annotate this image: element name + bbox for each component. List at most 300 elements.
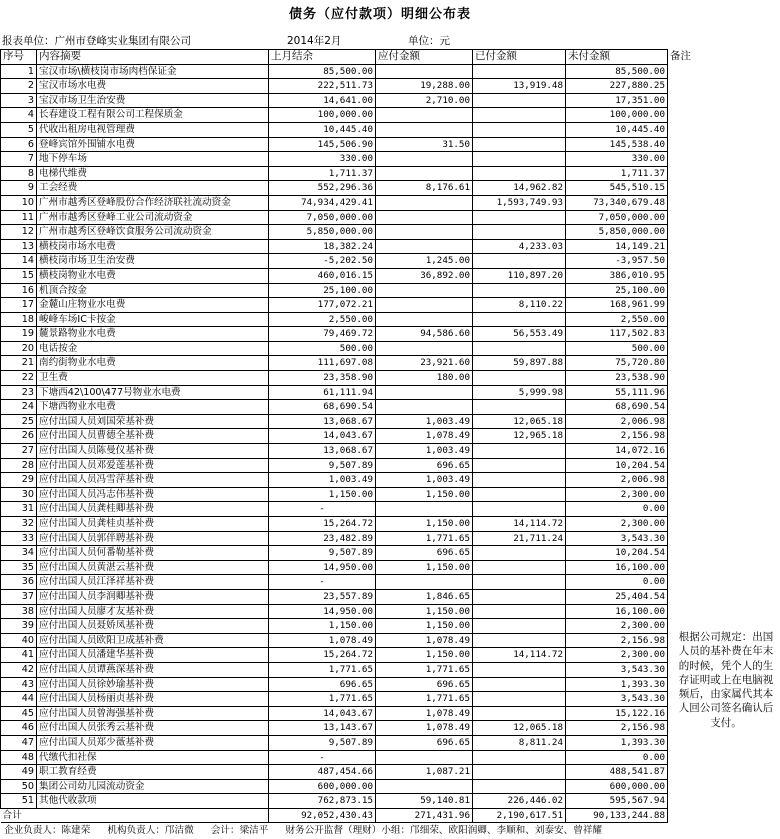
page-title: 债务（应付款项）明细公布表 — [288, 7, 471, 22]
row-note — [668, 312, 780, 327]
row-amount-due: 696.65 — [376, 735, 473, 750]
row-note — [668, 385, 780, 400]
table-row — [1, 341, 780, 356]
row-seq: 22 — [1, 371, 37, 386]
table-row — [1, 64, 780, 79]
row-seq: 14 — [1, 254, 37, 269]
row-amount-due: 1,771.65 — [376, 662, 473, 677]
row-amount-unpaid: 2,156.98 — [566, 721, 668, 736]
row-note — [668, 546, 780, 561]
total-row — [1, 808, 780, 823]
row-prev-balance: -5,202.50 — [269, 254, 376, 269]
row-amount-paid — [473, 546, 566, 561]
row-seq: 12 — [1, 225, 37, 240]
row-amount-unpaid: 7,050,000.00 — [566, 210, 668, 225]
table-row — [1, 779, 780, 794]
row-seq: 21 — [1, 356, 37, 371]
row-note — [668, 414, 780, 429]
table-row — [1, 414, 780, 429]
row-amount-due — [376, 575, 473, 590]
row-note — [668, 166, 780, 181]
table-row — [1, 692, 780, 707]
row-prev-balance: - — [269, 575, 376, 590]
row-amount-paid: 14,114.72 — [473, 648, 566, 663]
row-amount-paid: 5,999.98 — [473, 385, 566, 400]
row-amount-paid: 14,962.82 — [473, 181, 566, 196]
row-seq: 37 — [1, 589, 37, 604]
row-amount-paid: 226,446.02 — [473, 794, 566, 809]
row-seq: 50 — [1, 779, 37, 794]
row-amount-paid — [473, 633, 566, 648]
row-amount-paid: 12,965.18 — [473, 429, 566, 444]
row-note — [668, 195, 780, 210]
row-prev-balance: 14,043.67 — [269, 429, 376, 444]
row-amount-paid — [473, 662, 566, 677]
row-note — [668, 341, 780, 356]
row-amount-due: 1,150.00 — [376, 604, 473, 619]
row-amount-unpaid: 168,961.99 — [566, 298, 668, 313]
row-prev-balance: 100,000.00 — [269, 108, 376, 123]
row-seq: 3 — [1, 93, 37, 108]
row-note — [668, 210, 780, 225]
row-seq: 36 — [1, 575, 37, 590]
row-desc: 登峰宾馆外围铺水电费 — [37, 137, 269, 152]
row-desc: 其他代收款项 — [37, 794, 269, 809]
row-seq: 34 — [1, 546, 37, 561]
row-seq: 8 — [1, 166, 37, 181]
row-prev-balance: 5,850,000.00 — [269, 225, 376, 240]
row-amount-due: 1,150.00 — [376, 648, 473, 663]
row-desc: 职工教育经费 — [37, 765, 269, 780]
row-seq: 25 — [1, 414, 37, 429]
row-note — [668, 794, 780, 809]
row-amount-unpaid: 15,122.16 — [566, 706, 668, 721]
table-row — [1, 662, 780, 677]
row-desc: 宝汉市场\横枝岗市场肉档保证金 — [37, 64, 269, 79]
row-note — [668, 181, 780, 196]
table-row — [1, 794, 780, 809]
total-amount-paid: 2,190,617.51 — [473, 808, 566, 823]
row-note — [668, 502, 780, 517]
row-amount-paid — [473, 210, 566, 225]
row-note — [668, 429, 780, 444]
total-label: 合计 — [1, 808, 269, 823]
total-amount-due: 271,431.96 — [376, 808, 473, 823]
row-amount-unpaid: 0.00 — [566, 750, 668, 765]
row-note — [668, 531, 780, 546]
row-prev-balance: 15,264.72 — [269, 517, 376, 532]
row-desc: 应付出国人员郑少薇基补费 — [37, 735, 269, 750]
row-amount-due: 1,846.65 — [376, 589, 473, 604]
row-prev-balance: 1,003.49 — [269, 473, 376, 488]
row-note — [668, 108, 780, 123]
report-period: 2014年2月 — [287, 35, 342, 47]
row-amount-paid: 8,110.22 — [473, 298, 566, 313]
supervision-group: 财务公开监督（理财）小组：邝细荣、欧阳润卿、李顺和、刘泰安、曾祥耀 — [285, 825, 603, 836]
row-amount-unpaid: 0.00 — [566, 502, 668, 517]
row-seq: 47 — [1, 735, 37, 750]
row-amount-paid — [473, 152, 566, 167]
table-row — [1, 706, 780, 721]
row-amount-due: 1,078.49 — [376, 721, 473, 736]
row-amount-unpaid: 17,351.00 — [566, 93, 668, 108]
currency-unit: 单位：元 — [408, 35, 450, 47]
row-amount-due — [376, 779, 473, 794]
table-row — [1, 268, 780, 283]
row-seq: 43 — [1, 677, 37, 692]
table-row — [1, 589, 780, 604]
row-seq: 51 — [1, 794, 37, 809]
row-amount-unpaid: 2,300.00 — [566, 648, 668, 663]
row-desc: 应付出国人员杨丽贞基补费 — [37, 692, 269, 707]
row-desc: 应付出国人员江泽祥基补费 — [37, 575, 269, 590]
row-amount-due: 19,288.00 — [376, 79, 473, 94]
row-amount-paid — [473, 458, 566, 473]
row-amount-paid: 56,553.49 — [473, 327, 566, 342]
row-desc: 代缴代扣社保 — [37, 750, 269, 765]
row-amount-due: 1,245.00 — [376, 254, 473, 269]
row-prev-balance: 762,873.15 — [269, 794, 376, 809]
row-amount-paid — [473, 444, 566, 459]
row-prev-balance: 23,358.90 — [269, 371, 376, 386]
row-amount-unpaid: -3,957.50 — [566, 254, 668, 269]
row-prev-balance: 1,078.49 — [269, 633, 376, 648]
table-row — [1, 473, 780, 488]
row-prev-balance: 696.65 — [269, 677, 376, 692]
row-desc: 应付出国人员曹德全基补费 — [37, 429, 269, 444]
table-row — [1, 152, 780, 167]
row-desc: 卫生费 — [37, 371, 269, 386]
row-seq: 4 — [1, 108, 37, 123]
row-amount-due — [376, 152, 473, 167]
row-amount-due: 2,710.00 — [376, 93, 473, 108]
row-note — [668, 779, 780, 794]
row-prev-balance: 68,690.54 — [269, 400, 376, 415]
row-seq: 33 — [1, 531, 37, 546]
remark-note: 根据公司规定：出国人员的基补费在年末的时候，凭个人的生存证明或上在电脑视频后，由家属代其本人回公司签名确认后支付。 — [678, 631, 774, 729]
table-row — [1, 429, 780, 444]
row-amount-unpaid: 386,010.95 — [566, 268, 668, 283]
row-desc: 电梯代维费 — [37, 166, 269, 181]
table-row — [1, 93, 780, 108]
row-amount-unpaid: 2,300.00 — [566, 619, 668, 634]
table-row — [1, 312, 780, 327]
row-desc: 横枝岗市场卫生治安费 — [37, 254, 269, 269]
row-prev-balance: 2,550.00 — [269, 312, 376, 327]
row-desc: 应付出国人员龚桂卿基补费 — [37, 502, 269, 517]
row-note — [668, 589, 780, 604]
table-row — [1, 517, 780, 532]
row-amount-paid: 4,233.03 — [473, 239, 566, 254]
table-row — [1, 210, 780, 225]
table-row — [1, 356, 780, 371]
row-prev-balance: 85,500.00 — [269, 64, 376, 79]
accountant: 会计：梁洁平 — [210, 825, 269, 836]
row-desc: 应付出国人员龚桂贞基补费 — [37, 517, 269, 532]
table-row — [1, 458, 780, 473]
row-amount-unpaid: 10,445.40 — [566, 122, 668, 137]
row-seq: 49 — [1, 765, 37, 780]
row-prev-balance: 7,050,000.00 — [269, 210, 376, 225]
row-amount-paid — [473, 64, 566, 79]
row-note — [668, 400, 780, 415]
row-desc: 应付出国人员刘国荣基补费 — [37, 414, 269, 429]
row-amount-paid — [473, 589, 566, 604]
table-row — [1, 619, 780, 634]
row-desc: 下塘西42\100\477号物业水电费 — [37, 385, 269, 400]
row-note — [668, 298, 780, 313]
row-amount-due: 180.00 — [376, 371, 473, 386]
row-amount-due: 696.65 — [376, 546, 473, 561]
row-prev-balance: 15,264.72 — [269, 648, 376, 663]
row-prev-balance: 600,000.00 — [269, 779, 376, 794]
row-amount-paid: 8,811.24 — [473, 735, 566, 750]
row-amount-due — [376, 166, 473, 181]
row-seq: 7 — [1, 152, 37, 167]
row-amount-due: 1,003.49 — [376, 473, 473, 488]
row-amount-paid — [473, 122, 566, 137]
row-amount-unpaid: 3,543.30 — [566, 662, 668, 677]
table-row — [1, 765, 780, 780]
row-note — [668, 122, 780, 137]
table-row — [1, 546, 780, 561]
row-desc: 长春建设工程有限公司工程保质金 — [37, 108, 269, 123]
row-amount-paid — [473, 473, 566, 488]
row-note — [668, 356, 780, 371]
row-prev-balance: 330.00 — [269, 152, 376, 167]
row-amount-due: 1,078.49 — [376, 633, 473, 648]
row-note — [668, 487, 780, 502]
row-seq: 5 — [1, 122, 37, 137]
table-row — [1, 254, 780, 269]
table-row — [1, 298, 780, 313]
row-amount-paid — [473, 93, 566, 108]
row-amount-due: 31.50 — [376, 137, 473, 152]
table-row — [1, 444, 780, 459]
row-seq: 45 — [1, 706, 37, 721]
row-amount-unpaid: 5,850,000.00 — [566, 225, 668, 240]
row-amount-unpaid: 1,393.30 — [566, 735, 668, 750]
row-prev-balance: 1,711.37 — [269, 166, 376, 181]
row-note — [668, 225, 780, 240]
row-amount-paid — [473, 166, 566, 181]
table-row — [1, 195, 780, 210]
row-amount-paid: 12,065.18 — [473, 721, 566, 736]
row-amount-unpaid: 23,538.90 — [566, 371, 668, 386]
row-desc: 横枝岗物业水电费 — [37, 268, 269, 283]
row-prev-balance: 13,068.67 — [269, 414, 376, 429]
table-row — [1, 385, 780, 400]
row-seq: 26 — [1, 429, 37, 444]
row-seq: 1 — [1, 64, 37, 79]
ledger-table — [0, 49, 780, 823]
row-amount-paid — [473, 400, 566, 415]
row-amount-due: 696.65 — [376, 458, 473, 473]
row-amount-due: 23,921.60 — [376, 356, 473, 371]
row-prev-balance: 460,016.15 — [269, 268, 376, 283]
row-prev-balance: 13,143.67 — [269, 721, 376, 736]
row-prev-balance: 111,697.08 — [269, 356, 376, 371]
row-amount-due: 1,771.65 — [376, 531, 473, 546]
table-row — [1, 721, 780, 736]
row-amount-due: 1,078.49 — [376, 706, 473, 721]
row-desc: 金麓山庄物业水电费 — [37, 298, 269, 313]
table-row — [1, 181, 780, 196]
row-desc: 宝汉市场水电费 — [37, 79, 269, 94]
row-seq: 31 — [1, 502, 37, 517]
header-amount-due: 应付金额 — [376, 50, 473, 65]
row-seq: 35 — [1, 560, 37, 575]
company-lead: 企业负责人：陈建荣 — [4, 825, 91, 836]
row-desc: 电话按金 — [37, 341, 269, 356]
row-amount-paid — [473, 137, 566, 152]
row-seq: 6 — [1, 137, 37, 152]
row-note — [668, 560, 780, 575]
row-amount-paid: 21,711.24 — [473, 531, 566, 546]
row-amount-due: 696.65 — [376, 677, 473, 692]
row-desc: 应付出国人员潘建华基补费 — [37, 648, 269, 663]
row-prev-balance: 145,506.90 — [269, 137, 376, 152]
row-seq: 16 — [1, 283, 37, 298]
row-note — [668, 765, 780, 780]
row-note — [668, 268, 780, 283]
table-row — [1, 604, 780, 619]
header-desc: 内容摘要 — [37, 50, 269, 65]
row-seq: 19 — [1, 327, 37, 342]
row-note — [668, 604, 780, 619]
row-note — [668, 458, 780, 473]
row-prev-balance: 9,507.89 — [269, 458, 376, 473]
row-desc: 横枝岗市场水电费 — [37, 239, 269, 254]
row-amount-due: 1,087.21 — [376, 765, 473, 780]
table-row — [1, 575, 780, 590]
table-row — [1, 239, 780, 254]
row-amount-paid: 13,919.48 — [473, 79, 566, 94]
row-amount-paid — [473, 312, 566, 327]
row-amount-paid — [473, 604, 566, 619]
row-amount-paid: 14,114.72 — [473, 517, 566, 532]
row-desc: 应付出国人员张秀云基补费 — [37, 721, 269, 736]
row-desc: 应付出国人员欧阳卫成基补费 — [37, 633, 269, 648]
row-seq: 15 — [1, 268, 37, 283]
row-desc: 应付出国人员曾海强基补费 — [37, 706, 269, 721]
row-note — [668, 750, 780, 765]
row-prev-balance: 9,507.89 — [269, 735, 376, 750]
total-amount-unpaid: 90,133,244.88 — [566, 808, 668, 823]
row-amount-unpaid: 14,072.16 — [566, 444, 668, 459]
row-note — [668, 254, 780, 269]
row-seq: 29 — [1, 473, 37, 488]
row-amount-unpaid: 545,510.15 — [566, 181, 668, 196]
header-prev-balance: 上月结余 — [269, 50, 376, 65]
row-seq: 28 — [1, 458, 37, 473]
row-seq: 20 — [1, 341, 37, 356]
row-desc: 应付出国人员徐妙瑜基补费 — [37, 677, 269, 692]
row-note — [668, 371, 780, 386]
row-amount-due: 1,003.49 — [376, 414, 473, 429]
row-desc: 工会经费 — [37, 181, 269, 196]
row-note — [668, 735, 780, 750]
row-amount-unpaid: 330.00 — [566, 152, 668, 167]
row-amount-due — [376, 341, 473, 356]
row-amount-unpaid: 500.00 — [566, 341, 668, 356]
row-amount-due: 1,150.00 — [376, 619, 473, 634]
table-row — [1, 531, 780, 546]
table-row — [1, 283, 780, 298]
signature-footer — [4, 822, 616, 836]
row-amount-paid — [473, 487, 566, 502]
row-prev-balance: 10,445.40 — [269, 122, 376, 137]
row-amount-unpaid: 2,006.98 — [566, 414, 668, 429]
row-amount-due: 59,140.81 — [376, 794, 473, 809]
row-amount-due: 1,150.00 — [376, 560, 473, 575]
table-row — [1, 79, 780, 94]
row-prev-balance: - — [269, 502, 376, 517]
table-row — [1, 502, 780, 517]
row-amount-due — [376, 283, 473, 298]
row-amount-paid: 110,897.20 — [473, 268, 566, 283]
row-prev-balance: 177,072.21 — [269, 298, 376, 313]
row-amount-unpaid: 2,156.98 — [566, 633, 668, 648]
row-amount-unpaid: 55,111.96 — [566, 385, 668, 400]
row-note — [668, 79, 780, 94]
row-seq: 9 — [1, 181, 37, 196]
row-amount-due — [376, 122, 473, 137]
row-desc: 应付出国人员郭伴聘基补费 — [37, 531, 269, 546]
row-note — [668, 283, 780, 298]
table-row — [1, 560, 780, 575]
row-prev-balance: 14,641.00 — [269, 93, 376, 108]
row-prev-balance: 25,100.00 — [269, 283, 376, 298]
row-seq: 48 — [1, 750, 37, 765]
row-desc: 集团公司幼儿园流动资金 — [37, 779, 269, 794]
row-amount-due: 1,771.65 — [376, 692, 473, 707]
row-desc: 宝汉市场卫生治安费 — [37, 93, 269, 108]
row-amount-paid — [473, 677, 566, 692]
row-note — [668, 239, 780, 254]
row-amount-unpaid: 16,100.00 — [566, 604, 668, 619]
row-prev-balance: 500.00 — [269, 341, 376, 356]
row-prev-balance: 13,068.67 — [269, 444, 376, 459]
row-seq: 40 — [1, 633, 37, 648]
table-row — [1, 137, 780, 152]
row-amount-due — [376, 195, 473, 210]
row-desc: 应付出国人员冯志伟基补费 — [37, 487, 269, 502]
row-desc: 广州市越秀区登峰饮食服务公司流动资金 — [37, 225, 269, 240]
row-amount-unpaid: 25,100.00 — [566, 283, 668, 298]
row-amount-paid: 12,065.18 — [473, 414, 566, 429]
table-row — [1, 487, 780, 502]
row-amount-paid — [473, 108, 566, 123]
row-amount-due: 36,892.00 — [376, 268, 473, 283]
row-amount-paid — [473, 765, 566, 780]
row-amount-due: 8,176.61 — [376, 181, 473, 196]
row-amount-paid — [473, 706, 566, 721]
row-amount-due — [376, 64, 473, 79]
row-prev-balance: - — [269, 750, 376, 765]
row-note — [668, 473, 780, 488]
table-row — [1, 122, 780, 137]
row-prev-balance: 9,507.89 — [269, 546, 376, 561]
row-desc: 应付出国人员冯雪萍基补费 — [37, 473, 269, 488]
row-amount-unpaid: 2,300.00 — [566, 517, 668, 532]
row-desc: 代收出租房电视管理费 — [37, 122, 269, 137]
table-row — [1, 735, 780, 750]
row-desc: 峻峰车场IC卡按金 — [37, 312, 269, 327]
row-seq: 17 — [1, 298, 37, 313]
header-seq: 序号 — [1, 50, 37, 65]
row-desc: 应付出国人员廖才友基补费 — [37, 604, 269, 619]
